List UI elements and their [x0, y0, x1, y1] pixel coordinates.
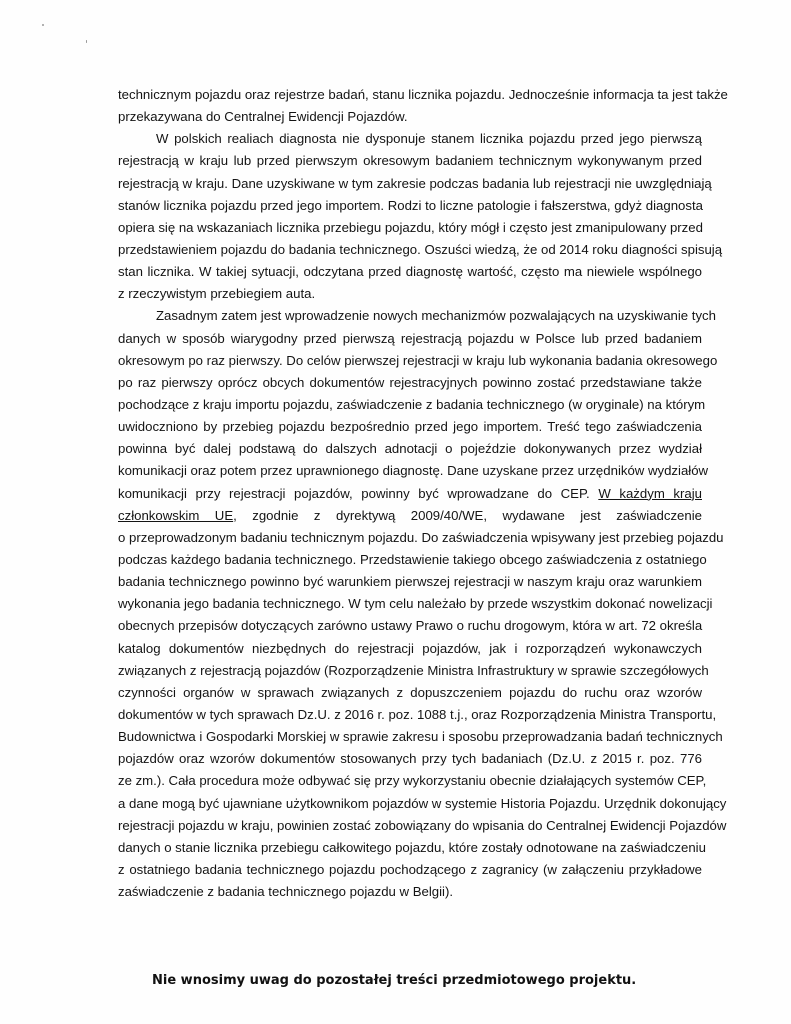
text-line: z ostatniego badania technicznego pojazdu pochodzącego z zagranicy (w załączeniu przykładowe [118, 861, 702, 877]
text-line: badania technicznego powinno być warunkiem pierwszej rejestracji w naszym kraju oraz warunkiem [118, 574, 702, 590]
text-line: W polskich realiach diagnosta nie dysponuje stanem licznika pojazdu przed jego pierwszą [156, 131, 702, 147]
text-line: podczas każdego badania technicznego. Przedstawienie takiego obcego zaświadczenia z ostatniego [118, 551, 707, 567]
underlined-phrase: W każdym kraju [598, 485, 702, 501]
text-line: ze zm.). Cała procedura może odbywać się przy wykorzystaniu obecnie działających systemów CEP, [118, 773, 707, 789]
text-line: stanów licznika pojazdu przed jego importem. Rodzi to liczne patologie i fałszerstwa, gdyż diagnosta [118, 197, 703, 213]
text-line: rejestracją w kraju. Dane uzyskiwane w tym zakresie podczas badania lub rejestracji nie uwzględniają [118, 175, 712, 191]
text-line: przekazywana do Centralnej Ewidencji Pojazdów. [118, 109, 408, 125]
text-line: technicznym pojazdu oraz rejestrze badań, stanu licznika pojazdu. Jednocześnie informacja ta jest także [118, 87, 728, 102]
text-line: komunikacji oraz potem przez uprawnionego diagnostę. Dane uzyskane przez urzędników wydziałów [118, 463, 709, 479]
text-line: Budownictwa i Gospodarki Morskiej w sprawie zakresu i sposobu przeprowadzania badań technicznych [118, 729, 723, 745]
text-line: czynności organów w sprawach związanych z dopuszczeniem pojazdu do ruchu oraz wzorów [118, 684, 702, 700]
text-line: stan licznika. W takiej sytuacji, odczytana przed diagnostę wartość, często ma niewiele wspólnego [118, 264, 702, 280]
text-line: z rzeczywistym przebiegiem auta. [118, 286, 316, 302]
underlined-phrase: członkowskim UE [118, 507, 234, 523]
text-line: katalog dokumentów niezbędnych do rejestracji pojazdów, jak i rozporządzeń wykonawczych [118, 640, 702, 656]
text-line [118, 483, 702, 505]
text-line: dokumentów w tych sprawach Dz.U. z 2016 r. poz. 1088 t.j., oraz Rozporządzenia Ministra Transportu, [118, 706, 717, 722]
paragraph [118, 84, 728, 128]
text-line: o przeprowadzonym badaniu technicznym pojazdu. Do zaświadczenia wpisywany jest przebieg pojazdu [118, 529, 724, 545]
text-line: powinna być dalej podstawą do dalszych adnotacji o pojeździe dokonywanych przez wydział [118, 441, 702, 457]
text-line: pojazdów oraz wzorów dokumentów stosowanych przy tych badaniach (Dz.U. z 2015 r. poz. 776 [118, 751, 702, 767]
text-segment: komunikacji przy rejestracji pojazdów, powinny być wprowadzane do CEP. [118, 485, 599, 501]
text-line: danych w sposób wiarygodny przed pierwszą rejestracją pojazdu w Polsce lub przed badaniem [118, 330, 702, 346]
text-line: danych o stanie licznika przebiegu całkowitego pojazdu, które zostały odnotowane na zaświadczeniu [118, 839, 706, 855]
paragraph [118, 128, 723, 305]
text-line: zaświadczenie z badania technicznego pojazdu w Belgii). [118, 884, 454, 900]
text-line: opiera się na wskazaniach licznika przebiegu pojazdu, który mógł i często jest zmanipulowany przed [118, 219, 703, 235]
text-line: wykonania jego badania technicznego. W tym celu należało by przede wszystkim dokonać nowelizacji [118, 596, 713, 612]
text-line: uwidoczniono by przebieg pojazdu bezpośrednio przed jego importem. Treść tego zaświadczenia [118, 419, 702, 435]
text-line: a dane mogą być ujawniane użytkownikom pojazdów w systemie Historia Pojazdu. Urzędnik dokonujący [118, 795, 727, 811]
text-line: przedstawieniem pojazdu do badania technicznego. Oszuści wiedzą, że od 2014 roku diagności spisują [118, 241, 723, 257]
text-line [118, 505, 702, 527]
text-line: obecnych przepisów dotyczących zarówno ustawy Prawo o ruchu drogowym, która w art. 72 określa [118, 618, 703, 634]
scan-speck [42, 24, 44, 26]
text-line: Zasadnym zatem jest wprowadzenie nowych mechanizmów pozwalających na uzyskiwanie tych [156, 308, 716, 324]
text-line: rejestracji pojazdu w kraju, powinien zostać zobowiązany do wpisania do Centralnej Ewidencji Pojazdów [118, 817, 727, 833]
text-line: związanych z rejestracją pojazdów (Rozporządzenie Ministra Infrastruktury w sprawie szczegółowych [118, 662, 709, 678]
scan-speck [86, 40, 87, 43]
text-segment: , zgodnie z dyrektywą 2009/40/WE, wydawane jest zaświadczenie [233, 507, 702, 523]
text-line: okresowym po raz pierwszy. Do celów pierwszej rejestracji w kraju lub wykonania badania okresowego [118, 352, 718, 368]
text-line: po raz pierwszy oprócz obcych dokumentów rejestracyjnych powinno zostać przedstawiane także [118, 374, 702, 390]
text-line: rejestracją w kraju lub przed pierwszym okresowym badaniem technicznym wykonywanym przed [118, 153, 702, 169]
document-body [118, 84, 728, 903]
text-line: pochodzące z kraju importu pojazdu, zaświadczenie z badania technicznego (w oryginale) na którym [118, 396, 706, 412]
closing-statement: Nie wnosimy uwag do pozostałej treści przedmiotowego projektu. [152, 973, 637, 988]
paragraph [118, 305, 727, 903]
